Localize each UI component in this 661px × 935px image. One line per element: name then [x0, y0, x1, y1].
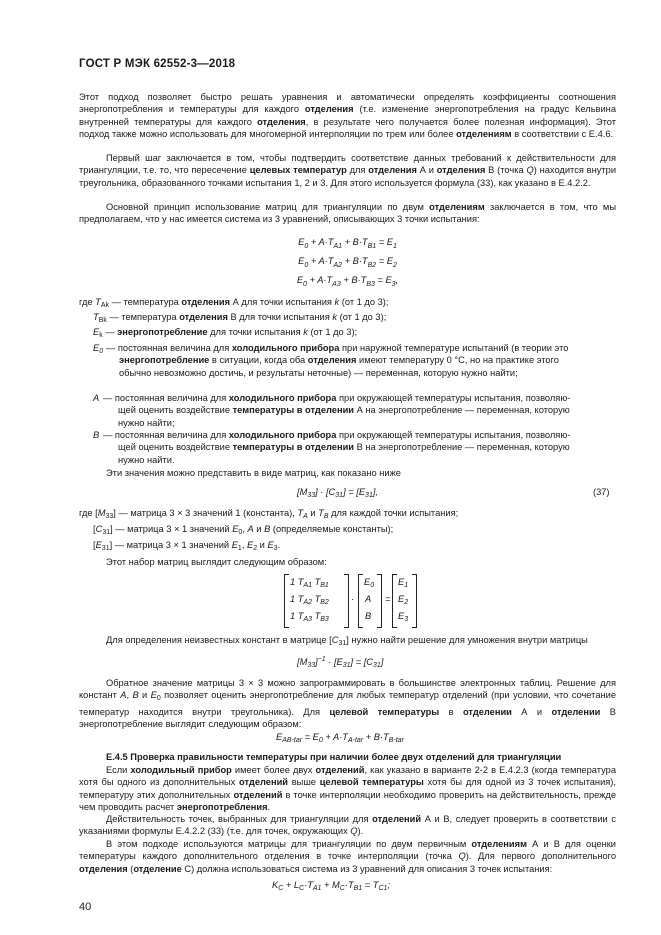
equation-kc: $K_C + L_C\cdot T_{A1} + M_C\cdot T_{B1} = T_{C1}$; [272, 880, 391, 892]
paragraph-4: Эти значения можно представить в виде матриц, как показано ниже [106, 468, 401, 478]
paragraph-2: Первый шаг заключается в том, чтобы подтвердить соответствие данных требований к действительности для триангуляции, т.е. то, что пересечение целевых температур для отделения А и отделения В (точка Q) находится внутри треугольника, образованного точками испытания 1, 2 и 3. Для этого используется формула (33), как указано в Е.4.2.2. [79, 153, 617, 188]
paragraph-3: Основной принцип использование матриц для триангуляции по двум отделениям заключается в том, что мы предполагаем, что у нас имеется система из 3 уравнений, описывающих 3 точки испытания: [79, 202, 616, 225]
equation-2: $E_0 + A\cdot T_{A2} + B\cdot T_{B2} = E_2$ [298, 256, 397, 269]
document-header: ГОСТ Р МЭК 62552-3—2018 [79, 58, 236, 70]
paragraph-5: Этот набор матриц выглядит следующим образом: [106, 557, 327, 567]
def-a-symbol: A [93, 393, 100, 403]
equation-3: $E_0 + A\cdot T_{A3} + B\cdot T_{B3} = E_3$, [296, 275, 399, 288]
paragraph-9: Действительность точек, выбранных для триангуляции для отделений А и В, следует проверить в соответствии с указаниями формулы Е.4.2.2 (33) (т.е. для точек, окружающих Q). [79, 814, 616, 837]
def-tb: $T_{Bk}$ — температура отделения В для точки испытания k (от 1 до 3); [93, 312, 387, 324]
paragraph-8: Если холодильный прибор имеет более двух отделений, как указано в варианте 2-2 в Е.4.2.3 (когда температура хотя бы одного из дополнительных отделений выше целевой температуры хотя бы для одной из 3 точек испытания), температуру этих дополнительных отделений в точке интерполяции необходимо проверить на действительность, прежде чем проводить расчет энергопотребления. [79, 765, 616, 813]
equation-target: $E_{AB-tar} = E_0 + A\cdot T_{A-tar} + B\cdot T_{B-tar}$ [276, 732, 404, 744]
equation-37-number: (37) [593, 487, 610, 497]
paragraph-10: В этом подходе используются матрицы для триангуляции по двум первичным отделениям А и В для оценки температуры каждого дополнительного отделения в точке интерполяции (точка Q). Для первого дополнительного отделения (отделение С) должна использоваться система из 3 уравнений для описания 3 точек испытания: [79, 839, 617, 874]
def-e0: — постоянная величина для холодильного прибора при наружной температуре испытаний (в теории это энергопотребление в ситуации, когда оба отделения имеют температуру 0 °С, но на практике этого обычно невозможно достичь, и результаты неточные) — переменная, которую нужно найти; [106, 343, 569, 378]
def-a: — постоянная величина для холодильного прибора при окружающей температуры испытания, позволяю- щей оценить воздействие температуры в отделении А на энергопотребление — переменная, которую нужно найти; [103, 393, 571, 428]
paragraph-6: Для определения неизвестных констант в матрице $[C_{31}]$ нужно найти решение для умножения внутри матрицы [106, 635, 588, 647]
def-m33: где $[M_{33}]$ — матрица 3 × 3 значений 1 (константа), $T_A$ и $T_B$ для каждой точки испытания; [79, 508, 459, 520]
page-number: 40 [79, 901, 92, 913]
def-ta: где $T_{Ak}$ — температура отделения А для точки испытания k (от 1 до 3); [79, 297, 389, 309]
matrix-equation: 1 $T_{A1}$ $T_{B1}$ 1 $T_{A2}$ $T_{B2}$ 1 $T_{A3}$ $T_{B3}$ · $E_0$ A B = [284, 574, 404, 628]
equation-inverse: $[M_{33}]^{-1} \cdot [E_{31}] = [C_{31}]$ [297, 656, 384, 670]
def-e31: $[E_{31}]$ — матрица 3 × 1 значений $E_1$, $E_2$ и $E_3$. [93, 540, 281, 552]
def-ek: $E_k$ — энергопотребление для точки испытания k (от 1 до 3); [93, 327, 358, 339]
def-c31: $[C_{31}]$ — матрица 3 × 1 значений $E_0$, A и B (определяемые константы); [93, 524, 394, 536]
paragraph-7: Обратное значение матрицы 3 × 3 можно запрограммировать в большинстве электронных таблиц. Решение для констант А, В и $Е_0$ позволяет оценить энергопотребление для любых температур отделений (при условии, что сочетание температур находится внутри треугольника). Для целевой температуры в отделении А и отделении В энергопотребление выглядит следующим образом: [79, 678, 616, 730]
def-b-symbol: B [93, 430, 100, 440]
equation-1: $E_0 + A\cdot T_{A1} + B\cdot T_{B1} = E_1$ [298, 237, 397, 250]
section-heading: Е.4.5 Проверка правильности температуры при наличии более двух отделений для триангуляции [106, 752, 562, 762]
def-b: — постоянная величина для холодильного прибора при окружающей температуры испытания, позволяю- щей оценить воздействие температуры в отделении В на энергопотребление — переменная, которую нужно найти. [103, 430, 571, 465]
def-e0-symbol: $E_0$ [93, 343, 104, 355]
equation-37: $[M_{33}] \cdot [C_{31}] = [E_{31}]$, [297, 487, 379, 499]
matrix-e: $E_1$ $E_2$ $E_3$ [392, 574, 422, 628]
paragraph-1: Этот подход позволяет быстро решать уравнения и автоматически определять коэффициенты соотношения энергопотребления и температуры для каждого отделения (т.е. изменение энергопотребления на градус Кельвина внутренней температуры для каждого отделения, в результате чего получается более полезная информация). Этот подход также можно использовать для многомерной интерполяции по трем или более отделениям в соответствии с Е.4.6. [79, 92, 616, 140]
